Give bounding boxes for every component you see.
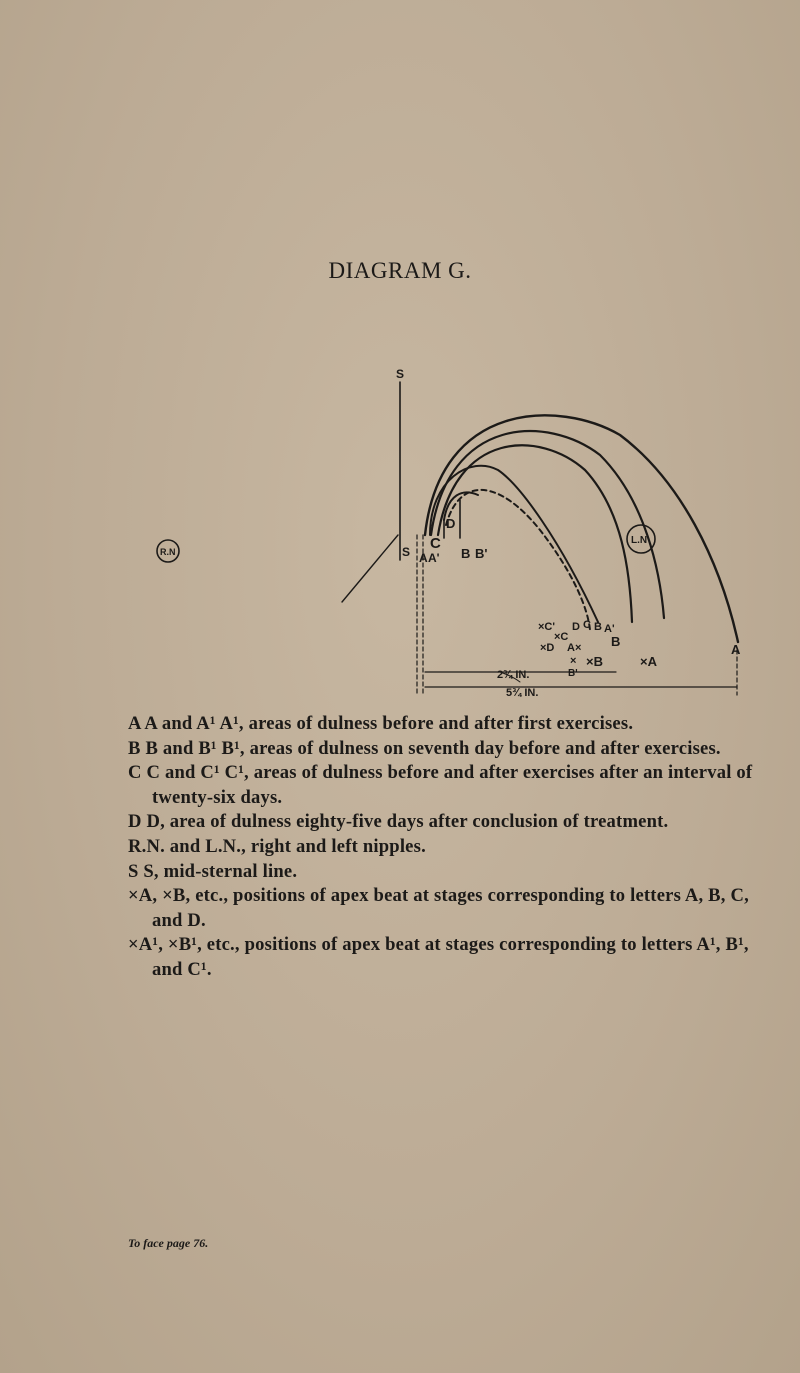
label-ln: L.N <box>631 535 648 546</box>
label-rn: R.N <box>160 547 176 557</box>
label-a1-mid: A' <box>604 623 615 635</box>
label-xa: ×A <box>640 654 657 669</box>
outline-a <box>425 415 738 642</box>
legend-entry-apex-prime: ×A¹, ×B¹, etc., positions of apex beat at stages corresponding to letters A¹, B¹, and C¹. <box>128 934 749 980</box>
label-b-right: B <box>611 634 621 649</box>
label-ax: A× <box>567 642 582 654</box>
label-s-left: S <box>402 545 411 559</box>
label-c: C <box>430 535 441 552</box>
label-c-mid: C <box>583 619 591 631</box>
label-s-top: S <box>396 367 405 381</box>
label-d-mid: D <box>572 621 580 633</box>
costal-line <box>342 535 398 602</box>
legend-entry-apex: ×A, ×B, etc., positions of apex beat at stages corresponding to letters A, B, C, and D. <box>128 885 749 931</box>
legend-entry-nipples: R.N. and L.N., right and left nipples. <box>128 835 426 857</box>
measure-label-long: 5¾ IN. <box>506 687 539 699</box>
label-a-right: A <box>731 642 741 657</box>
heart-dulness-diagram <box>0 360 800 700</box>
outline-c <box>430 466 598 622</box>
label-xc1: ×C' <box>538 621 555 633</box>
legend-entry-bb: B B and B¹ B¹, areas of dulness on seventh day before and after exercises. <box>128 737 721 759</box>
outline-b <box>438 445 632 622</box>
diagram-legend <box>128 712 768 983</box>
page-footer: To face page 76. <box>128 1236 209 1250</box>
label-x-b1: × <box>570 655 577 667</box>
label-a1-top: A' <box>428 551 440 565</box>
label-b-mid: B <box>594 621 602 633</box>
measure-label-short: 2¾ IN. <box>497 669 530 681</box>
label-xb: ×B <box>586 654 603 669</box>
label-d: D <box>446 516 456 531</box>
legend-entry-dd: D D, area of dulness eighty-five days after conclusion of treatment. <box>128 811 669 833</box>
label-xc: ×C <box>554 631 569 643</box>
legend-entry-cc: C C and C¹ C¹, areas of dulness before and after exercises after an interval of twenty-six days. <box>128 762 753 808</box>
label-a: A <box>419 551 428 565</box>
label-b1-top: B' <box>475 546 488 561</box>
legend-entry-aa: A A and A¹ A¹, areas of dulness before and after first exercises. <box>128 713 634 734</box>
page-title: DIAGRAM G. <box>328 258 472 283</box>
label-b-top: B <box>461 546 471 561</box>
label-xd: ×D <box>540 642 555 654</box>
legend-entry-sternal: S S, mid-sternal line. <box>128 860 298 882</box>
label-b1-bottom: B' <box>568 668 578 679</box>
